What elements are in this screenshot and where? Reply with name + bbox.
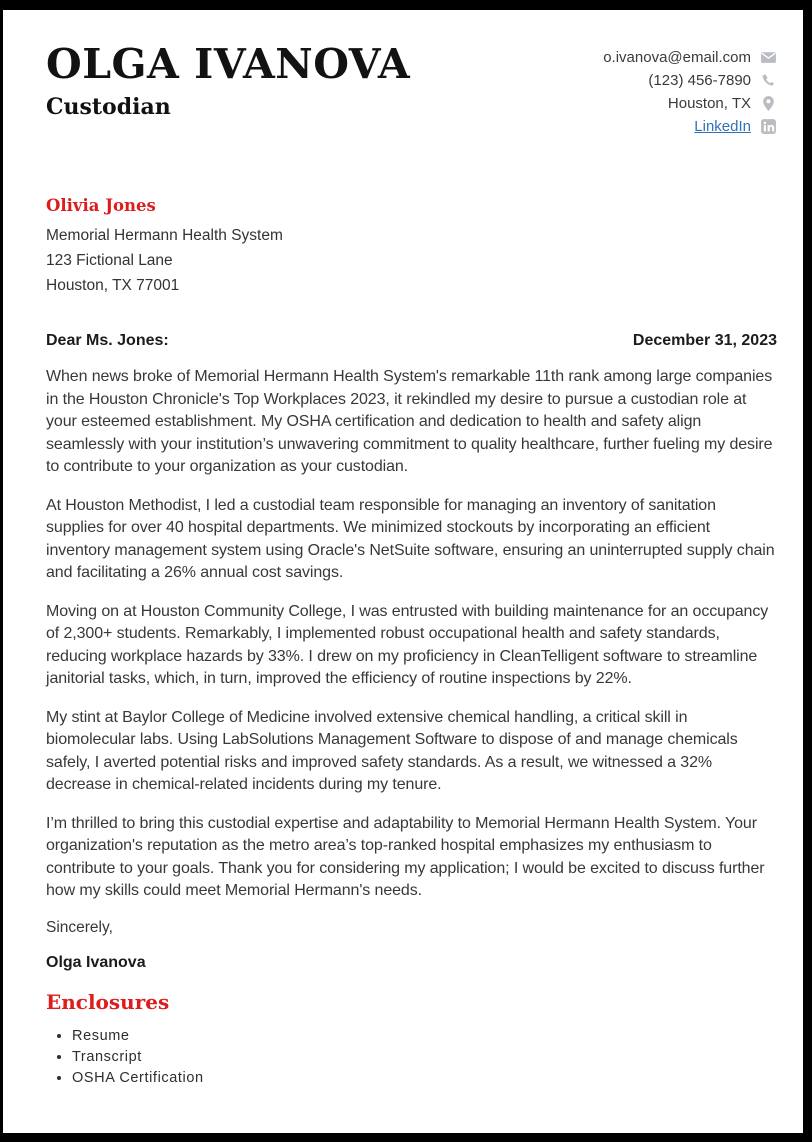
contact-location-text: Houston, TX	[667, 95, 751, 112]
candidate-name: OLGA IVANOVA	[46, 40, 411, 88]
identity-block	[46, 42, 410, 120]
closing-block	[46, 919, 777, 1089]
body-paragraph-4: My stint at Baylor College of Medicine involved extensive chemical handling, a critical skill in biomolecular labs. Using LabSolutions Management Software to dispose of and manage chemicals safely, I averted potential risks and improved safety standards. As a result, we witnessed a 32% decrease in chemical-related incidents during my tenure.	[46, 708, 738, 793]
contact-block	[603, 46, 777, 138]
enclosures-list	[46, 1026, 777, 1089]
candidate-job-title: Custodian	[46, 93, 171, 120]
recipient-address-line1: 123 Fictional Lane	[46, 252, 173, 269]
letter-date: December 31, 2023	[632, 332, 777, 349]
phone-icon	[760, 72, 777, 89]
contact-phone-text: (123) 456-7890	[648, 72, 751, 89]
recipient-name: Olivia Jones	[46, 196, 156, 215]
header	[46, 10, 777, 138]
recipient-address-line2: Houston, TX 77001	[46, 277, 180, 294]
body-paragraph-3: Moving on at Houston Community College, I was entrusted with building maintenance for an occupancy of 2,300+ students. Remarkably, I implemented robust occupational health and safety standards, reducing workplace hazards by 33%. I drew on my proficiency in CleanTelligent software to streamline janitorial tasks, which, in turn, improved the efficiency of routine inspections by 22%.	[46, 602, 769, 687]
body-paragraph-1: When news broke of Memorial Hermann Health System's remarkable 11th rank among large companies in the Houston Chronicle's Top Workplaces 2023, it rekindled my desire to pursue a custodian role at your esteemed establishment. My OSHA certification and dedication to health and safety align seamlessly with your institution’s unwavering commitment to quality healthcare, further fueling my desire to contribute to your organization as your custodian.	[46, 368, 773, 475]
recipient-block	[46, 196, 777, 298]
body-paragraph-5: I’m thrilled to bring this custodial expertise and adaptability to Memorial Hermann Health System. Your organization's reputation as the metro area’s top-ranked hospital emphasizes my enthusiasm to contribute to your goals. Thank you for considering my application; I would be excited to discuss further how my skills could meet Memorial Hermann's needs.	[46, 814, 765, 899]
body-paragraph-2: At Houston Methodist, I led a custodial team responsible for managing an inventory of sanitation supplies for over 40 hospital departments. We minimized stockouts by incorporating an efficient inventory management system using Oracle's NetSuite software, ensuring an uninterrupted supply chain and facilitating a 26% annual cost savings.	[46, 496, 775, 581]
contact-phone	[603, 69, 777, 92]
enclosure-item-osha-certification: • OSHA Certification	[72, 1068, 777, 1089]
signoff: Sincerely,	[46, 918, 113, 936]
salutation-row	[46, 332, 777, 350]
location-pin-icon	[760, 95, 777, 112]
enclosures-heading: Enclosures	[46, 989, 170, 1014]
contact-linkedin	[603, 115, 777, 138]
letter-body	[46, 366, 777, 903]
recipient-company: Memorial Hermann Health System	[46, 227, 283, 244]
envelope-icon	[760, 49, 777, 66]
salutation: Dear Ms. Jones:	[46, 332, 169, 349]
linkedin-icon[interactable]	[760, 118, 777, 135]
contact-location	[603, 92, 777, 115]
linkedin-link[interactable]: LinkedIn	[694, 118, 751, 135]
enclosure-item-resume: • Resume	[72, 1026, 777, 1047]
contact-email-text: o.ivanova@email.com	[603, 49, 751, 66]
signature-name: Olga Ivanova	[46, 953, 146, 971]
enclosure-item-transcript: • Transcript	[72, 1047, 777, 1068]
page-content	[3, 10, 803, 1089]
contact-email	[603, 46, 777, 69]
